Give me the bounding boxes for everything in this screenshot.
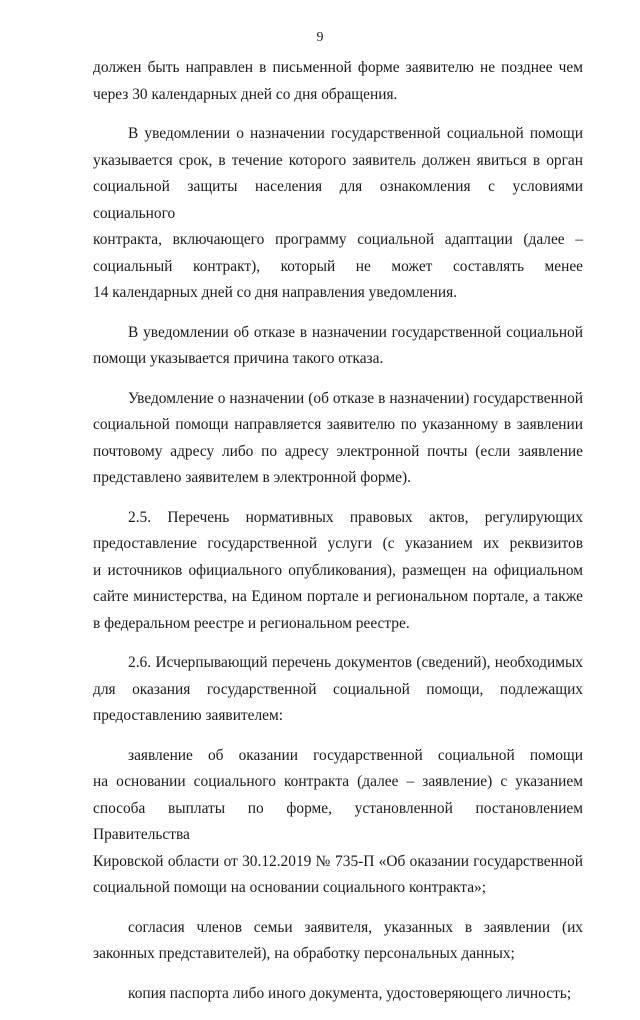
- text-line: социальной помощи направляется заявителю по указанному в заявлении: [93, 416, 583, 433]
- text-line: социальной помощи на основании социального контракта»;: [93, 879, 487, 896]
- paragraph-5: [93, 505, 583, 638]
- text-line: 14 календарных дней со дня направления уведомления.: [93, 284, 458, 301]
- paragraph-2: [93, 121, 583, 307]
- text-line: сайте министерства, на Едином портале и региональном портале, а также: [93, 588, 583, 605]
- text-line: заявление об оказании государственной социальной помощи: [128, 746, 583, 764]
- text-line: способа выплаты по форме, установленной постановлением Правительства: [93, 799, 583, 843]
- text-line: социальной защиты населения для ознакомления с условиями социального: [93, 178, 583, 222]
- text-line: почтовому адресу либо по адресу электронной почты (если заявление: [93, 442, 583, 460]
- document-body: [93, 55, 583, 1020]
- paragraph-9: [93, 981, 583, 1008]
- text-line: предоставление государственной услуги (с указанием их реквизитов: [93, 535, 583, 552]
- text-line: законных представителей), на обработку персональных данных;: [93, 945, 515, 962]
- paragraph-3: [93, 320, 583, 373]
- paragraph-7: [93, 743, 583, 902]
- text-line: должен быть направлен в письменной форме заявителю не позднее чем: [93, 59, 583, 76]
- text-line: представлено заявителем в электронной форме).: [93, 469, 411, 486]
- text-line: через 30 календарных дней со дня обращения.: [93, 85, 398, 103]
- text-line: предоставлению заявителем:: [93, 707, 284, 724]
- text-line: Кировской области от 30.12.2019 № 735-П «Об оказании государственной: [93, 852, 583, 870]
- text-line: и источников официального опубликования), размещен на официальном: [93, 561, 583, 579]
- text-line: Уведомление о назначении (об отказе в назначении) государственной: [128, 389, 583, 407]
- text-line: в федеральном реестре и региональном реестре.: [93, 614, 410, 632]
- page-number: 9: [316, 30, 324, 45]
- paragraph-1: [93, 55, 583, 108]
- text-line: социальный контракт), который не может составлять менее: [93, 257, 583, 275]
- text-line: 2.5. Перечень нормативных правовых актов, регулирующих: [128, 508, 583, 526]
- text-line: для оказания государственной социальной помощи, подлежащих: [93, 680, 583, 698]
- text-line: на основании социального контракта (далее – заявление) с указанием: [93, 773, 583, 790]
- paragraph-8: [93, 915, 583, 968]
- text-line: 2.6. Исчерпывающий перечень документов (сведений), необходимых: [128, 654, 583, 671]
- text-line: контракта, включающего программу социальной адаптации (далее –: [93, 231, 583, 248]
- text-line: В уведомлении об отказе в назначении государственной социальной: [128, 323, 583, 341]
- text-line: согласия членов семьи заявителя, указанных в заявлении (их: [128, 918, 583, 936]
- paragraph-6: [93, 650, 583, 730]
- text-line: копия паспорта либо иного документа, удостоверяющего личность;: [128, 984, 572, 1002]
- text-line: указывается срок, в течение которого заявитель должен явиться в орган: [93, 151, 583, 169]
- text-line: В уведомлении о назначении государственной социальной помощи: [128, 125, 583, 142]
- text-line: помощи указывается причина такого отказа.: [93, 350, 384, 367]
- paragraph-4: [93, 386, 583, 492]
